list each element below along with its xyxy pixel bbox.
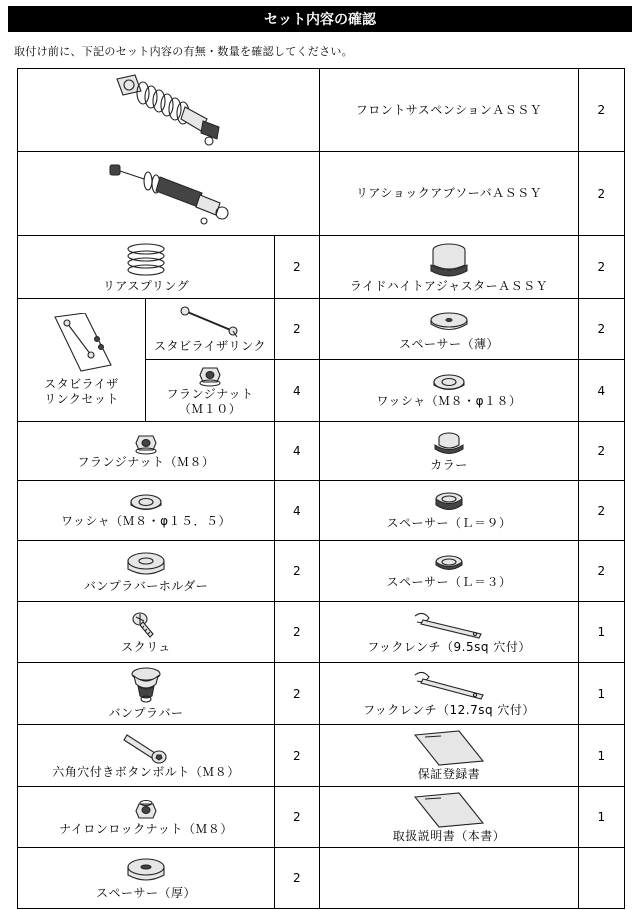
flange-nut-icon [198, 365, 222, 387]
list-item: 六角穴付きボタンボルト（Ｍ８） [18, 725, 275, 787]
washer-icon [431, 372, 467, 394]
empty-cell [579, 848, 625, 909]
list-item: ワッシャ（Ｍ８・φ１５．５） [18, 481, 275, 541]
list-item: フランジナット （Ｍ１０） [146, 360, 275, 422]
quantity-cell: 2 [579, 69, 625, 152]
document-icon [411, 729, 487, 767]
list-item: リアショックアブソーバＡＳＳＹ [320, 152, 579, 236]
list-item: フックレンチ（9.5sq 穴付） [320, 602, 579, 663]
hook-wrench-icon [409, 669, 489, 703]
table-row [18, 602, 625, 663]
table-row [18, 541, 625, 602]
list-item: フックレンチ（12.7sq 穴付） [320, 663, 579, 725]
table-row [18, 299, 625, 360]
quantity-cell: 4 [275, 481, 320, 541]
quantity-cell: 2 [579, 481, 625, 541]
bump-holder-icon [124, 549, 168, 579]
list-item: 保証登録書 [320, 725, 579, 787]
stabilizer-link-icon [175, 305, 245, 339]
quantity-cell: 2 [579, 422, 625, 481]
list-item: 取扱説明書（本書） [320, 787, 579, 848]
list-item: フロントサスペンションＡＳＳＹ [320, 69, 579, 152]
table-row [18, 481, 625, 541]
list-item: スペーサー（薄） [320, 299, 579, 360]
quantity-cell: 4 [275, 360, 320, 422]
list-item: バンプラバーホルダー [18, 541, 275, 602]
list-item: ワッシャ（Ｍ８・φ１８） [320, 360, 579, 422]
bump-rubber-icon [126, 666, 166, 706]
table-row [18, 787, 625, 848]
table-row [18, 848, 625, 909]
list-item: ライドハイトアジャスターＡＳＳＹ [320, 236, 579, 299]
list-item: ナイロンロックナット（Ｍ８） [18, 787, 275, 848]
spacer-icon [427, 307, 471, 337]
quantity-cell: 2 [275, 236, 320, 299]
adjuster-icon [427, 241, 471, 279]
list-item: スペーサー（Ｌ＝９） [320, 481, 579, 541]
link-set-bag-icon [47, 313, 117, 377]
list-item: リアスプリング [18, 236, 275, 299]
table-row [18, 422, 625, 481]
quantity-cell: 2 [275, 541, 320, 602]
table-row [18, 725, 625, 787]
quantity-cell: 2 [579, 236, 625, 299]
bolt-icon [121, 731, 171, 765]
list-item: スタビライザリンク [146, 299, 275, 360]
table-row [18, 236, 625, 299]
front-suspension-image-cell [18, 69, 320, 152]
spacer-ring-icon [431, 553, 467, 575]
collar-icon [431, 430, 467, 458]
spacer-ring-icon [431, 490, 467, 516]
rear-shock-image-cell [18, 152, 320, 236]
parts-checklist-table [17, 68, 625, 909]
quantity-cell: 2 [275, 787, 320, 848]
list-item: バンプラバー [18, 663, 275, 725]
quantity-cell: 2 [579, 152, 625, 236]
rear-shock-icon [104, 157, 234, 231]
list-item: スペーサー（Ｌ＝３） [320, 541, 579, 602]
list-item: スタビライザ リンクセット [18, 299, 146, 422]
table-row [18, 663, 625, 725]
quantity-cell: 1 [579, 663, 625, 725]
list-item: スペーサー（厚） [18, 848, 275, 909]
quantity-cell: 1 [579, 725, 625, 787]
quantity-cell: 4 [275, 422, 320, 481]
table-row [18, 152, 625, 236]
quantity-cell: 2 [275, 725, 320, 787]
list-item: カラー [320, 422, 579, 481]
quantity-cell: 2 [275, 663, 320, 725]
list-item: フランジナット（Ｍ８） [18, 422, 275, 481]
document-icon [411, 791, 487, 829]
quantity-cell: 1 [579, 602, 625, 663]
hook-wrench-icon [409, 610, 489, 640]
quantity-cell: 2 [275, 602, 320, 663]
quantity-cell: 2 [275, 848, 320, 909]
quantity-cell: 2 [275, 299, 320, 360]
screw-icon [131, 610, 161, 640]
empty-cell [320, 848, 579, 909]
nylon-nut-icon [134, 798, 158, 822]
table-row [18, 69, 625, 152]
quantity-cell: 2 [579, 299, 625, 360]
spring-icon [121, 241, 171, 279]
list-item: スクリュ [18, 602, 275, 663]
section-title: セット内容の確認 [8, 6, 632, 32]
quantity-cell: 4 [579, 360, 625, 422]
intro-text: 取付け前に、下記のセット内容の有無・数量を確認してください。 [14, 45, 353, 58]
washer-icon [128, 492, 164, 514]
quantity-cell: 1 [579, 787, 625, 848]
flange-nut-icon [134, 433, 158, 455]
quantity-cell: 2 [579, 541, 625, 602]
spacer-thick-icon [124, 856, 168, 886]
front-coilover-icon [109, 71, 229, 149]
